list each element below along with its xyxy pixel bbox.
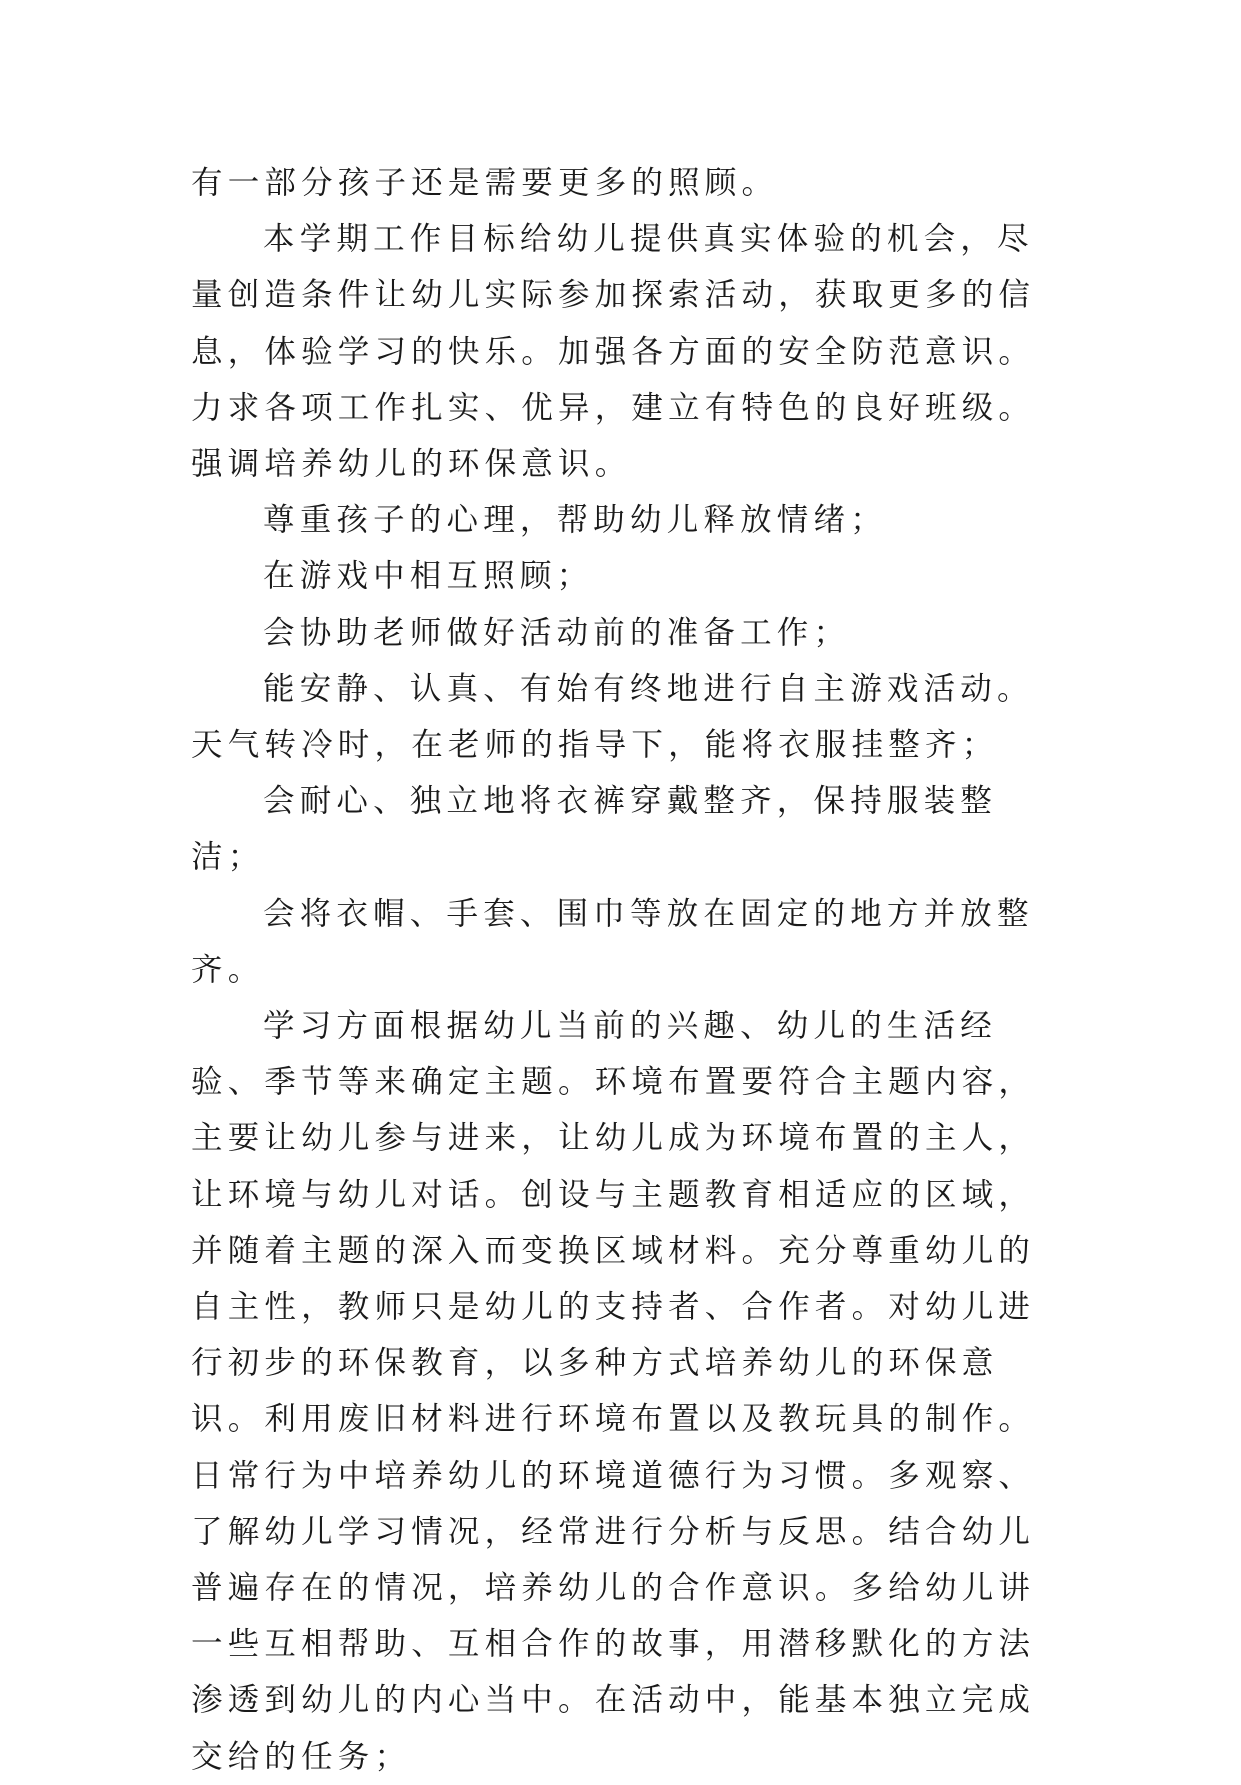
paragraph-learning: 学习方面根据幼儿当前的兴趣、幼儿的生活经验、季节等来确定主题。环境布置要符合主题内容，主要让幼儿参与进来，让幼儿成为环境布置的主人，让环境与幼儿对话。创设与主题教育相适应的区域，并随着主题的深入而变换区域材料。充分尊重幼儿的自主性，教师只是幼儿的支持者、合作者。对幼儿进行初步的环保教育，以多种方式培养幼儿的环保意识。利用废旧材料进行环境布置以及教玩具的制作。日常行为中培养幼儿的环境道德行为习惯。多观察、了解幼儿学习情况，经常进行分析与反思。结合幼儿普遍存在的情况，培养幼儿的合作意识。多给幼儿讲一些互相帮助、互相合作的故事，用潜移默化的方法渗透到幼儿的内心当中。在活动中，能基本独立完成交给的任务； — [191, 1008, 1036, 1775]
document-body — [191, 155, 1061, 1785]
paragraph-respect-psychology: 尊重孩子的心理，帮助幼儿释放情绪； — [263, 502, 887, 539]
paragraph-dress-neatly: 会耐心、独立地将衣裤穿戴整齐，保持服装整洁； — [191, 783, 998, 876]
paragraph-store-clothing: 会将衣帽、手套、围巾等放在固定的地方并放整齐。 — [191, 895, 1034, 988]
paragraph-assist-teacher: 会协助老师做好活动前的准备工作； — [263, 614, 851, 651]
paragraph-care-in-games: 在游戏中相互照顾； — [263, 558, 594, 595]
paragraph-semester-goals: 本学期工作目标给幼儿提供真实体验的机会，尽量创造条件让幼儿实际参加探索活动，获取更多的信息，体验学习的快乐。加强各方面的安全防范意识。力求各项工作扎实、优异，建立有特色的良好班级。强调培养幼儿的环保意识。 — [191, 221, 1036, 483]
paragraph-continuation: 有一部分孩子还是需要更多的照顾。 — [191, 165, 779, 201]
paragraph-quiet-play: 能安静、认真、有始有终地进行自主游戏活动。天气转冷时，在老师的指导下，能将衣服挂整齐； — [191, 670, 1034, 764]
